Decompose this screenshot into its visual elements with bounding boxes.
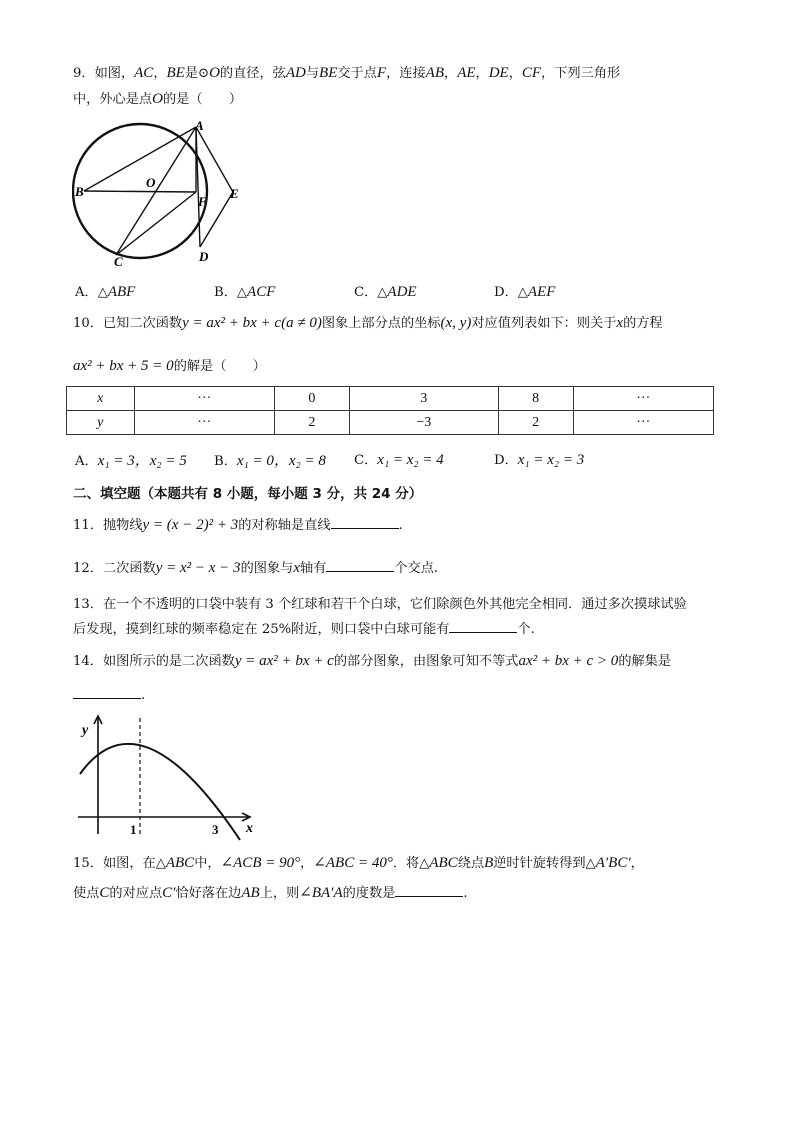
q10-xy: (x, y) [440, 315, 472, 331]
q10-x: x [616, 315, 624, 331]
q9-text: 的直径，弦 [219, 66, 286, 81]
q9-math-cf: CF [521, 65, 542, 81]
q10-text: 对应值列表如下：则关于 [471, 316, 617, 331]
option-answer: x₁ = 3，x₂ = 5 [97, 453, 187, 469]
q9-circle-figure [72, 112, 252, 272]
option-letter: C．△ [354, 285, 388, 300]
q9-sep: ， [153, 66, 167, 81]
label-e: E [230, 186, 239, 201]
q10-option-d[interactable] [494, 449, 584, 469]
q9-math-ad: AD [285, 65, 306, 81]
q15-text: 15．如图，在△ [73, 856, 166, 871]
q15-sep: ， [300, 856, 314, 871]
option-letter: D．△ [494, 285, 528, 300]
q14-answer-blank[interactable] [73, 684, 141, 699]
q15-answer-blank[interactable] [395, 882, 463, 897]
q14-func: y = ax² + bx + c [234, 653, 334, 669]
q9-math-ab: AB [425, 65, 444, 81]
q12-func: y = x² − x − 3 [155, 560, 241, 576]
q11-func: y = (x − 2)² + 3 [142, 517, 239, 533]
q9-line1 [73, 63, 620, 84]
q14-text: 的解集是 [618, 654, 672, 669]
q13-answer-blank[interactable] [449, 618, 517, 633]
q15-text: ．将△ [392, 856, 430, 871]
q9-option-d[interactable] [494, 281, 555, 301]
q10-line1 [73, 313, 663, 334]
option-name: AEF [527, 284, 556, 300]
q15-angle: ∠BA′A [299, 885, 343, 901]
q10-option-c[interactable] [354, 449, 444, 469]
q10-equation: ax² + bx + 5 = 0 [73, 358, 174, 374]
option-name: ACF [247, 284, 276, 300]
q15-end: . [463, 886, 468, 901]
q15-math: B [484, 855, 494, 871]
q11-end: . [398, 518, 403, 533]
q15-math: AB [241, 885, 260, 901]
label-c: C [114, 254, 123, 269]
table-row [67, 411, 714, 435]
table-cell: x [67, 387, 135, 411]
q9-math-ae: AE [457, 65, 476, 81]
table-cell: ··· [134, 411, 274, 435]
q12-text: 轴有 [299, 561, 327, 576]
q13-end: 个. [517, 622, 535, 637]
option-letter: C． [354, 453, 378, 468]
q15-sep: ， [630, 856, 644, 871]
q9-option-c[interactable] [354, 281, 417, 301]
table-cell: ··· [573, 387, 713, 411]
q15-text: 逆时针旋转得到△ [493, 856, 596, 871]
table-cell: 3 [349, 387, 498, 411]
q14-line2 [73, 684, 145, 706]
q14-inequality: ax² + bx + c > 0 [518, 653, 619, 669]
q15-math: A′BC′ [595, 855, 631, 871]
q11-text: 11．抛物线 [73, 518, 143, 533]
label-f: F [198, 194, 207, 209]
table-cell: 2 [274, 411, 349, 435]
option-name: ABF [107, 284, 136, 300]
q9-math-be: BE [166, 65, 185, 81]
q9-text: 中，外心是点 [73, 92, 153, 107]
table-cell: 8 [498, 387, 573, 411]
q14-end: . [141, 688, 146, 703]
q14-text: 14．如图所示的是二次函数 [73, 654, 235, 669]
option-letter: D． [494, 453, 518, 468]
table-cell: −3 [349, 411, 498, 435]
q15-text: 的对应点 [109, 886, 163, 901]
q14-text: 的部分图象，由图象可知不等式 [333, 654, 519, 669]
label-d: D [199, 249, 209, 264]
q15-text: 使点 [73, 886, 100, 901]
q9-text: ，连接 [386, 66, 426, 81]
q12-end: 个交点. [394, 561, 439, 576]
option-answer: x₁ = x₂ = 4 [377, 452, 444, 468]
q12-x: x [293, 560, 300, 576]
tick-label-3: 3 [212, 822, 219, 837]
table-cell: 0 [274, 387, 349, 411]
q14-line1 [73, 651, 671, 672]
q15-text: 绕点 [457, 856, 485, 871]
q13-line1: 13．在一个不透明的口袋中装有 3 个红球和若干个白球，它们除颜色外其他完全相同．通过多次摸球试验 [73, 597, 687, 612]
option-letter: A．△ [75, 285, 108, 300]
q15-math: C [99, 885, 110, 901]
q13-line2 [73, 618, 535, 640]
option-letter: A． [75, 454, 98, 469]
q9-text: 与 [305, 66, 320, 81]
option-answer: x₁ = x₂ = 3 [517, 452, 585, 468]
q11-answer-blank[interactable] [331, 514, 399, 529]
q9-text: 是⊙ [184, 66, 210, 81]
q11-text: 的对称轴是直线 [238, 518, 331, 533]
q15-math: ABC [165, 855, 195, 871]
q15-text: 上，则 [259, 886, 300, 901]
q9-math-be: BE [319, 65, 338, 81]
q9-text: 交于点 [337, 66, 377, 81]
q10-text: 10．已知二次函数 [73, 316, 183, 331]
option-answer: x₁ = 0，x₂ = 8 [236, 453, 326, 469]
q15-text: 恰好落在边 [175, 886, 242, 901]
table-cell: y [67, 411, 135, 435]
q10-line2 [73, 356, 266, 377]
table-row [67, 387, 714, 411]
x-axis-label: x [246, 821, 253, 836]
q10-func: y = ax² + bx + c [182, 315, 282, 331]
q12-answer-blank[interactable] [326, 557, 394, 572]
section-title: 二、填空题（本题共有 8 小题，每小题 3 分，共 24 分） [73, 486, 423, 502]
q9-sep: ， [475, 66, 489, 81]
q13-text: 后发现，摸到红球的频率稳定在 25%附近，则口袋中白球可能有 [73, 622, 450, 637]
q14-parabola-graph [74, 712, 264, 844]
q9-sep: ， [508, 66, 522, 81]
q15-math: C′ [162, 885, 176, 901]
q15-line2 [73, 882, 468, 904]
q9-option-a[interactable] [75, 281, 135, 301]
q15-text: 中， [194, 856, 221, 871]
label-o: O [146, 175, 156, 190]
q10-cond: (a ≠ 0) [281, 315, 322, 331]
q9-math-ac: AC [134, 65, 154, 81]
y-axis-label: y [82, 723, 89, 738]
q10-text: 的方程 [623, 316, 663, 331]
q15-line1 [73, 853, 644, 874]
q9-line2 [73, 89, 242, 110]
option-letter: B． [214, 454, 237, 469]
q15-angle-acb: ∠ACB = 90° [220, 855, 301, 871]
option-name: ADE [387, 284, 417, 300]
q9-math-de: DE [488, 65, 509, 81]
q12-line [73, 557, 438, 579]
q10-text: 的解是（ ） [173, 359, 266, 374]
q9-text: 的是（ ） [162, 92, 243, 107]
label-a: A [195, 118, 204, 133]
table-cell: ··· [573, 411, 713, 435]
q10-text: 图象上部分点的坐标 [321, 316, 441, 331]
q9-math-o: O [209, 65, 220, 81]
q10-option-b[interactable] [214, 449, 326, 470]
table-cell: ··· [134, 387, 274, 411]
q15-math: ABC [429, 855, 458, 871]
q9-math-o: O [152, 91, 163, 107]
q9-option-b[interactable] [214, 281, 275, 301]
q11-line [73, 514, 403, 536]
q9-text: ，下列三角形 [541, 66, 621, 81]
q12-text: 的图象与 [240, 561, 294, 576]
table-cell: 2 [498, 411, 573, 435]
q10-option-a[interactable] [75, 449, 187, 470]
q15-angle-abc: ∠ABC = 40° [313, 855, 393, 871]
q9-math-f: F [376, 65, 387, 81]
q10-value-table [66, 386, 714, 435]
label-b: B [75, 184, 84, 199]
q12-text: 12．二次函数 [73, 561, 156, 576]
option-letter: B．△ [214, 285, 248, 300]
q9-sep: ， [444, 66, 458, 81]
q15-text: 的度数是 [342, 886, 396, 901]
tick-label-1: 1 [130, 822, 137, 837]
q9-text: 9．如图， [73, 66, 135, 81]
